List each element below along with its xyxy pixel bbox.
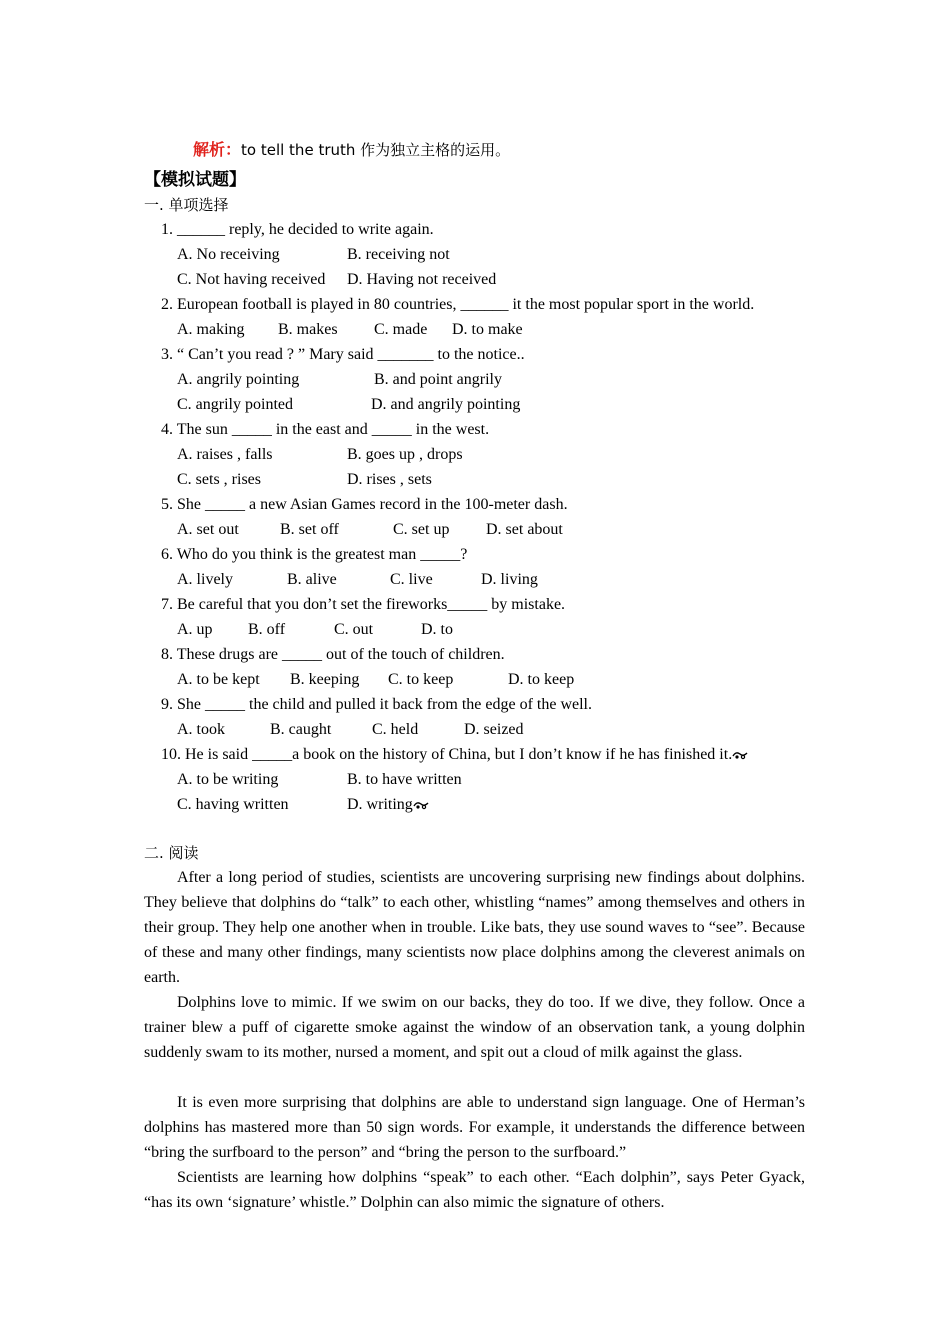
option-b: B. makes xyxy=(278,321,338,338)
option-d: D. to keep xyxy=(508,671,575,688)
option-a: A. took xyxy=(177,721,225,738)
option-d: D. seized xyxy=(464,721,524,738)
option-d: D. living xyxy=(481,571,538,588)
option-c: C. angrily pointed xyxy=(177,396,293,413)
option-d: D. rises , sets xyxy=(347,471,432,488)
option-a: A. lively xyxy=(177,571,233,588)
option-c: C. held xyxy=(372,721,419,738)
question-stem: 1. ______ reply, he decided to write again. xyxy=(161,221,434,238)
option-c: C. set up xyxy=(393,521,450,538)
option-b: B. goes up , drops xyxy=(347,446,463,463)
option-b: B. off xyxy=(248,621,286,638)
option-d: D. set about xyxy=(486,521,563,538)
option-a: A. up xyxy=(177,621,213,638)
option-a: A. No receiving xyxy=(177,246,280,263)
question-stem: 5. She _____ a new Asian Games record in the 100-meter dash. xyxy=(161,496,568,513)
option-c: C. having written xyxy=(177,796,289,813)
option-c: C. live xyxy=(390,571,433,588)
reading-paragraph-2: Dolphins love to mimic. If we swim on our backs, they do too. If we dive, they follow. Once a trainer blew a puff of cigarette smoke against the window of an observation tank, a young dolphin suddenly swam to its mother, nursed a moment, and spit out a cloud of milk against the glass. xyxy=(144,994,805,1061)
option-c: C. made xyxy=(374,321,428,338)
part2-title: 二. 阅读 xyxy=(144,844,199,862)
option-d: D. to xyxy=(421,621,453,638)
option-c: C. out xyxy=(334,621,374,638)
option-d: D. to make xyxy=(452,321,523,338)
option-c: C. sets , rises xyxy=(177,471,261,488)
reading-paragraph-1: After a long period of studies, scientists are uncovering surprising new findings about dolphins. They believe that dolphins do “talk” to each other, whistling “names” among themselves and others in their group. They help one another when in trouble. Like bats, they use sound waves to “see”. Because of these and many other findings, many scientists now place dolphins among the cleverest animals on earth. xyxy=(144,869,805,986)
question-stem: 4. The sun _____ in the east and _____ in the west. xyxy=(161,421,490,438)
option-a: A. to be writing xyxy=(177,771,279,788)
option-d-text: D. writing xyxy=(347,796,413,813)
option-b: B. receiving not xyxy=(347,246,450,263)
option-a: A. set out xyxy=(177,521,239,538)
question-stem: 3. “ Can’t you read ? ” Mary said _______ to the notice.. xyxy=(161,346,525,363)
option-c: C. Not having received xyxy=(177,271,326,288)
option-c: C. to keep xyxy=(388,671,454,688)
option-b: B. alive xyxy=(287,571,337,588)
paragraph-mark-icon xyxy=(732,750,748,760)
question-stem: 6. Who do you think is the greatest man _____? xyxy=(161,546,468,563)
option-d xyxy=(347,795,429,815)
analysis-text: to tell the truth 作为独立主格的运用。 xyxy=(241,141,511,159)
option-b: B. to have written xyxy=(347,771,462,788)
reading-paragraph-3: It is even more surprising that dolphins are able to understand sign language. One of Herman’s dolphins has mastered more than 50 sign words. For example, it understands the difference between “bring the surfboard to the person” and “bring the person to the surfboard.” xyxy=(144,1094,805,1161)
question-stem: 7. Be careful that you don’t set the fireworks_____ by mistake. xyxy=(161,596,566,613)
question-stem-text: 10. He is said _____a book on the history of China, but I don’t know if he has finished it. xyxy=(161,746,733,763)
question-stem xyxy=(161,745,748,765)
option-b: B. and point angrily xyxy=(374,371,502,388)
option-d: D. and angrily pointing xyxy=(371,396,521,413)
question-stem: 8. These drugs are _____ out of the touch of children. xyxy=(161,646,505,663)
analysis-label: 解析： xyxy=(193,140,242,159)
question-stem: 9. She _____ the child and pulled it back from the edge of the well. xyxy=(161,696,592,713)
option-a: A. raises , falls xyxy=(177,446,273,463)
option-b: B. keeping xyxy=(290,671,360,688)
option-b: B. caught xyxy=(270,721,332,738)
option-d: D. Having not received xyxy=(347,271,497,288)
option-a: A. to be kept xyxy=(177,671,260,688)
option-a: A. angrily pointing xyxy=(177,371,300,388)
question-stem: 2. European football is played in 80 countries, ______ it the most popular sport in the world. xyxy=(161,296,755,313)
reading-paragraph-4: Scientists are learning how dolphins “speak” to each other. “Each dolphin”, says Peter Gyack, “has its own ‘signature’ whistle.” Dolphin can also mimic the signature of others. xyxy=(144,1169,805,1211)
option-b: B. set off xyxy=(280,521,339,538)
section-title-mock: 【模拟试题】 xyxy=(144,170,246,190)
part1-title: 一. 单项选择 xyxy=(144,196,229,214)
paragraph-mark-icon xyxy=(413,800,429,810)
option-a: A. making xyxy=(177,321,245,338)
